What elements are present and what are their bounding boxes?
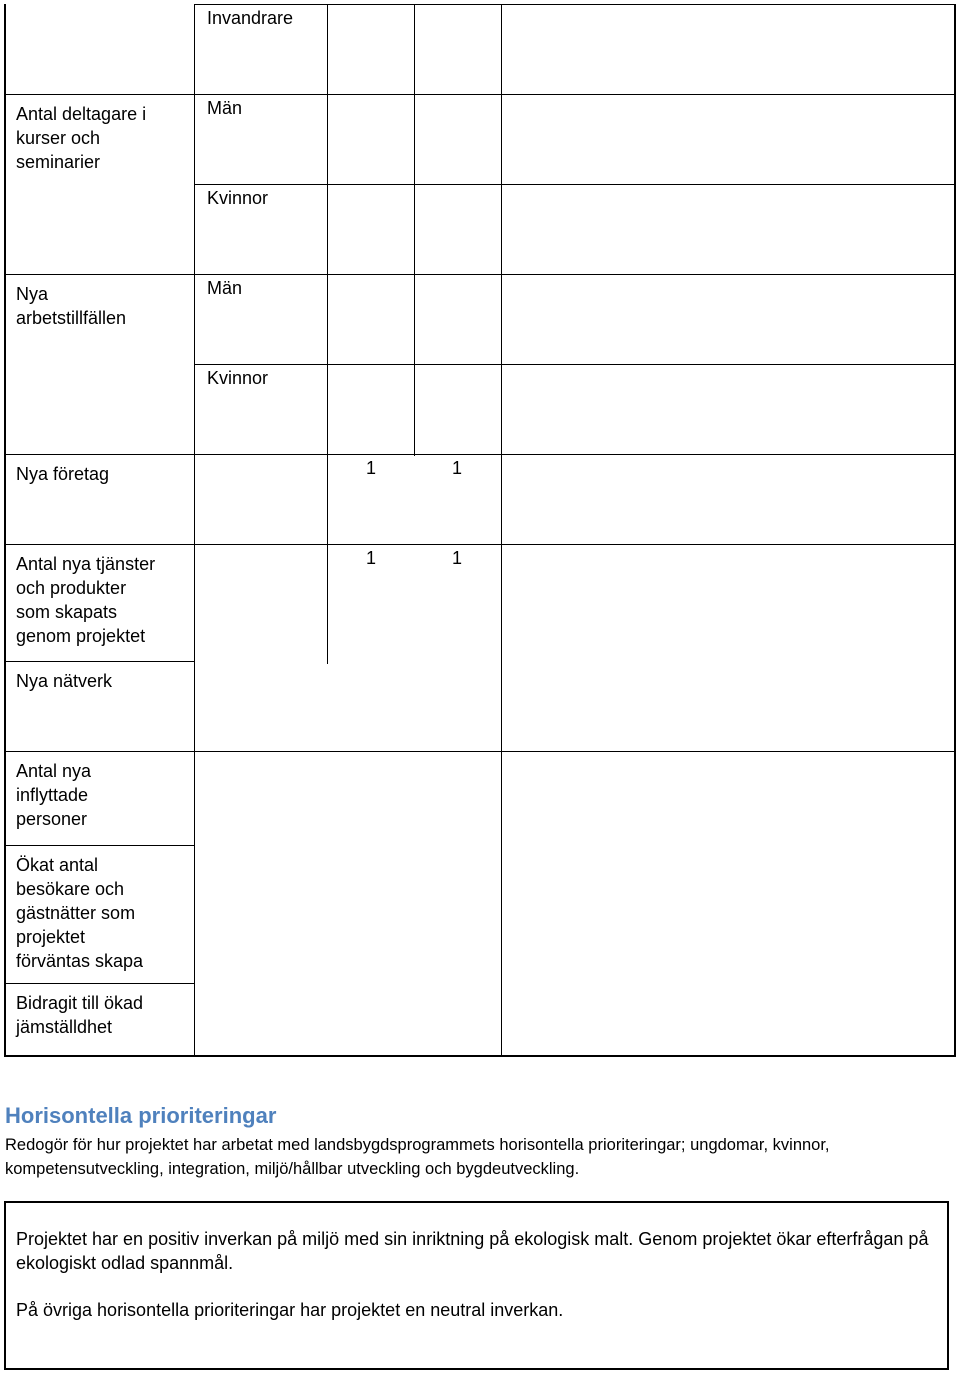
table-border-bottom xyxy=(4,1055,956,1057)
row-label: Nya nätverk xyxy=(16,671,113,691)
table-divider-sub-lower xyxy=(327,544,328,664)
row-label: Bidragit till ökad jämställdhet xyxy=(16,993,144,1037)
table-divider-data xyxy=(501,4,502,1057)
answer-textbox[interactable] xyxy=(4,1201,949,1370)
row-label: Nya företag xyxy=(16,464,110,484)
row-value: 1 xyxy=(452,458,463,478)
table-top-edge xyxy=(194,4,956,5)
row-label: Antal nya tjänster och produkter som skapats genom projektet xyxy=(16,554,156,646)
table-divider-value xyxy=(414,4,415,456)
table-divider-label xyxy=(194,4,195,1057)
row-subcategory: Män xyxy=(207,278,243,298)
section-heading: Horisontella prioriteringar xyxy=(5,1103,277,1128)
row-line xyxy=(194,184,956,185)
row-subcategory: Invandrare xyxy=(207,8,294,28)
section-intro: Redogör för hur projektet har arbetat med landsbygdsprogrammets horisontella prioriteringar; ungdomar, kvinnor, kompetensutveckling, integration, miljö/hållbar utveckling och bygdeutveckling. xyxy=(5,1136,830,1178)
row-subcategory: Kvinnor xyxy=(207,368,269,388)
row-value: 1 xyxy=(366,548,377,568)
row-value: 1 xyxy=(366,458,377,478)
table-border-right xyxy=(954,4,956,1057)
row-subcategory: Kvinnor xyxy=(207,188,269,208)
row-label: Antal deltagare i kurser och seminarier xyxy=(16,104,147,172)
answer-paragraph: På övriga horisontella prioriteringar har projektet en neutral inverkan. xyxy=(16,1300,564,1320)
answer-paragraph: Projektet har en positiv inverkan på miljö med sin inriktning på ekologisk malt. Genom projektet ökar efterfrågan på ekologiskt odlad spannmål. xyxy=(16,1229,929,1273)
row-label: Ökat antal besökare och gästnätter som projektet förväntas skapa xyxy=(16,855,144,971)
row-label: Antal nya inflyttade personer xyxy=(16,761,92,829)
row-label: Nya arbetstillfällen xyxy=(16,284,127,328)
row-value: 1 xyxy=(452,548,463,568)
row-line xyxy=(194,364,956,365)
row-subcategory: Män xyxy=(207,98,243,118)
